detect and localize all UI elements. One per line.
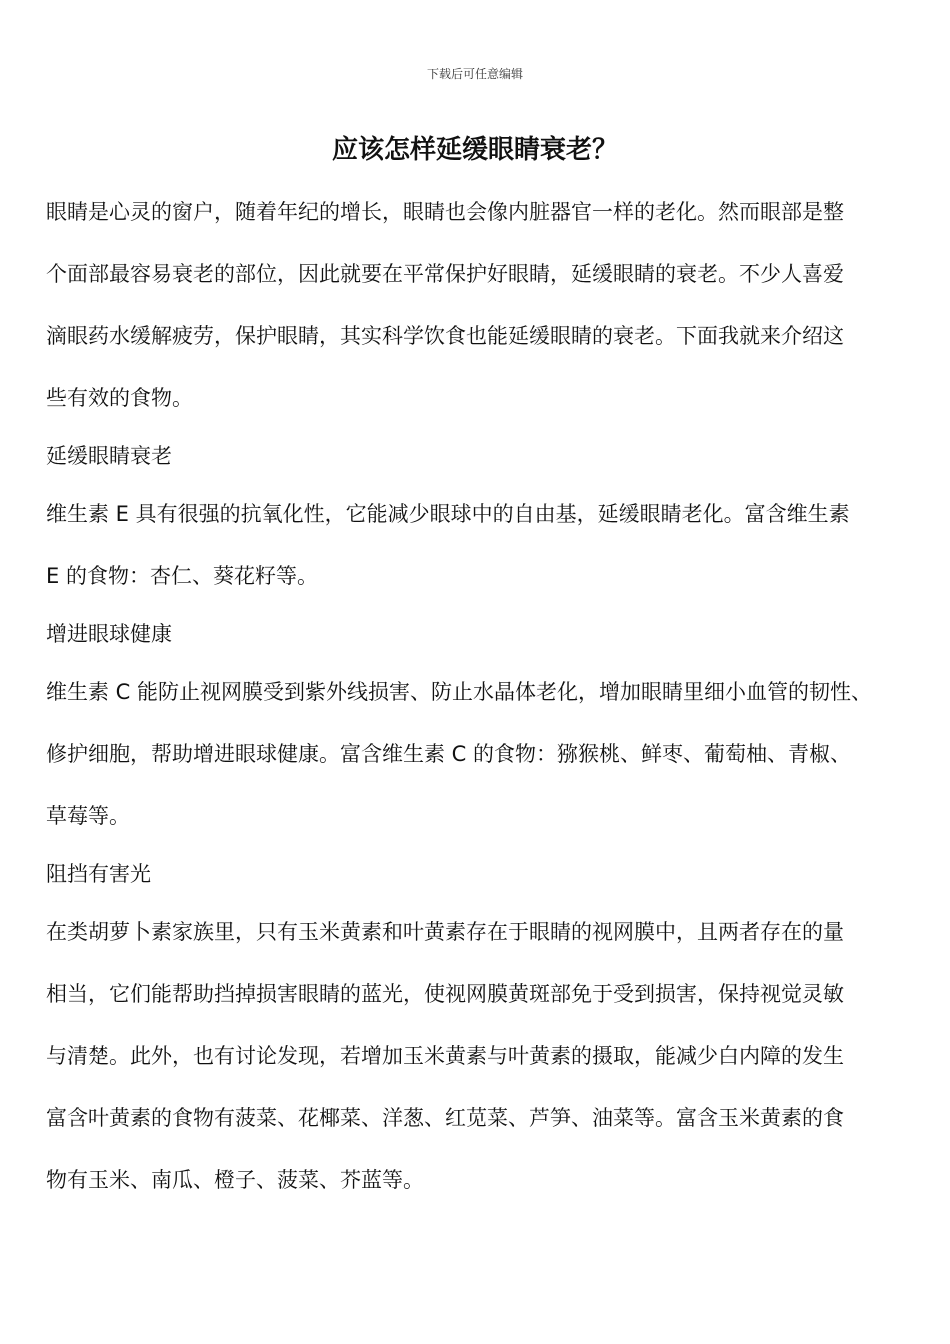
text-line: 眼睛是心灵的窗户，随着年纪的增长，眼睛也会像内脏器官一样的老化。然而眼部是整 xyxy=(46,200,844,224)
section-heading: 延缓眼睛衰老 xyxy=(46,444,172,468)
text-line: 滴眼药水缓解疲劳，保护眼睛，其实科学饮食也能延缓眼睛的衰老。下面我就来介绍这 xyxy=(46,324,844,348)
article-body xyxy=(46,192,916,1222)
text-line: 草莓等。 xyxy=(46,804,130,828)
text-line: 个面部最容易衰老的部位，因此就要在平常保护好眼睛，延缓眼睛的衰老。不少人喜爱 xyxy=(46,262,844,286)
header-note: 下载后可任意编辑 xyxy=(426,67,523,81)
text-line: 修护细胞，帮助增进眼球健康。富含维生素 C 的食物：猕猴桃、鲜枣、葡萄柚、青椒、 xyxy=(46,742,852,766)
section-paragraph xyxy=(46,494,916,614)
section-paragraph xyxy=(46,912,916,1222)
text-line: 相当，它们能帮助挡掉损害眼睛的蓝光，使视网膜黄斑部免于受到损害，保持视觉灵敏 xyxy=(46,982,844,1006)
section-heading: 阻挡有害光 xyxy=(46,862,151,886)
text-line: 富含叶黄素的食物有菠菜、花椰菜、洋葱、红苋菜、芦笋、油菜等。富含玉米黄素的食 xyxy=(46,1106,844,1130)
intro-paragraph xyxy=(46,192,916,436)
text-line: E 的食物：杏仁、葵花籽等。 xyxy=(46,564,318,588)
text-line: 在类胡萝卜素家族里，只有玉米黄素和叶黄素存在于眼睛的视网膜中，且两者存在的量 xyxy=(46,920,844,944)
section-heading: 增进眼球健康 xyxy=(46,622,172,646)
text-line: 些有效的食物。 xyxy=(46,386,193,410)
text-line: 与清楚。此外，也有讨论发现，若增加玉米黄素与叶黄素的摄取，能减少白内障的发生 xyxy=(46,1044,844,1068)
text-line: 物有玉米、南瓜、橙子、菠菜、芥蓝等。 xyxy=(46,1168,424,1192)
text-line: 维生素 C 能防止视网膜受到紫外线损害、防止水晶体老化，增加眼睛里细小血管的韧性、 xyxy=(46,680,873,704)
text-line: 维生素 E 具有很强的抗氧化性，它能减少眼球中的自由基，延缓眼睛老化。富含维生素 xyxy=(46,502,850,526)
page-title: 应该怎样延缓眼睛衰老？ xyxy=(331,135,618,165)
section-paragraph xyxy=(46,672,916,854)
